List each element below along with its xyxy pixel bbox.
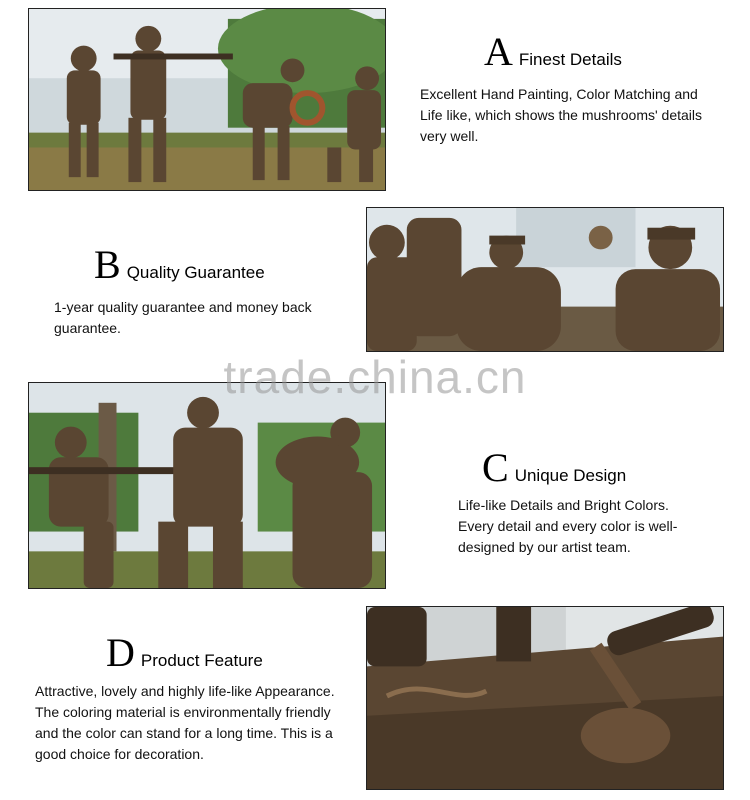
section-c-heading [482, 445, 627, 490]
section-d-letter: D [106, 630, 135, 675]
section-d-title: Product Feature [140, 651, 263, 670]
section-a-heading [484, 29, 622, 74]
section-b-description: 1-year quality guarantee and money back guarantee. [54, 299, 312, 336]
sculpture-photo-b [366, 207, 724, 352]
sculpture-photo-d [366, 606, 724, 790]
section-c-description: Life-like Details and Bright Colors. Every detail and every color is well-designed by our artist team. [458, 497, 678, 555]
sculpture-photo-a [28, 8, 386, 191]
section-c-title: Unique Design [514, 466, 627, 485]
section-d-heading [106, 630, 263, 675]
section-a-title: Finest Details [518, 50, 622, 69]
section-b-title: Quality Guarantee [126, 263, 265, 282]
section-d-description: Attractive, lovely and highly life-like Appearance. The coloring material is environmentally friendly and the color can stand for a long time. This is a good choice for decoration. [35, 683, 335, 762]
section-c-letter: C [482, 445, 509, 490]
section-b-heading [94, 242, 265, 287]
section-b-letter: B [94, 242, 121, 287]
section-a-description: Excellent Hand Painting, Color Matching and Life like, which shows the mushrooms' details very well. [420, 86, 703, 144]
watermark: trade.china.cn [223, 351, 527, 403]
sculpture-photo-c [28, 382, 386, 589]
section-a-letter: A [484, 29, 513, 74]
